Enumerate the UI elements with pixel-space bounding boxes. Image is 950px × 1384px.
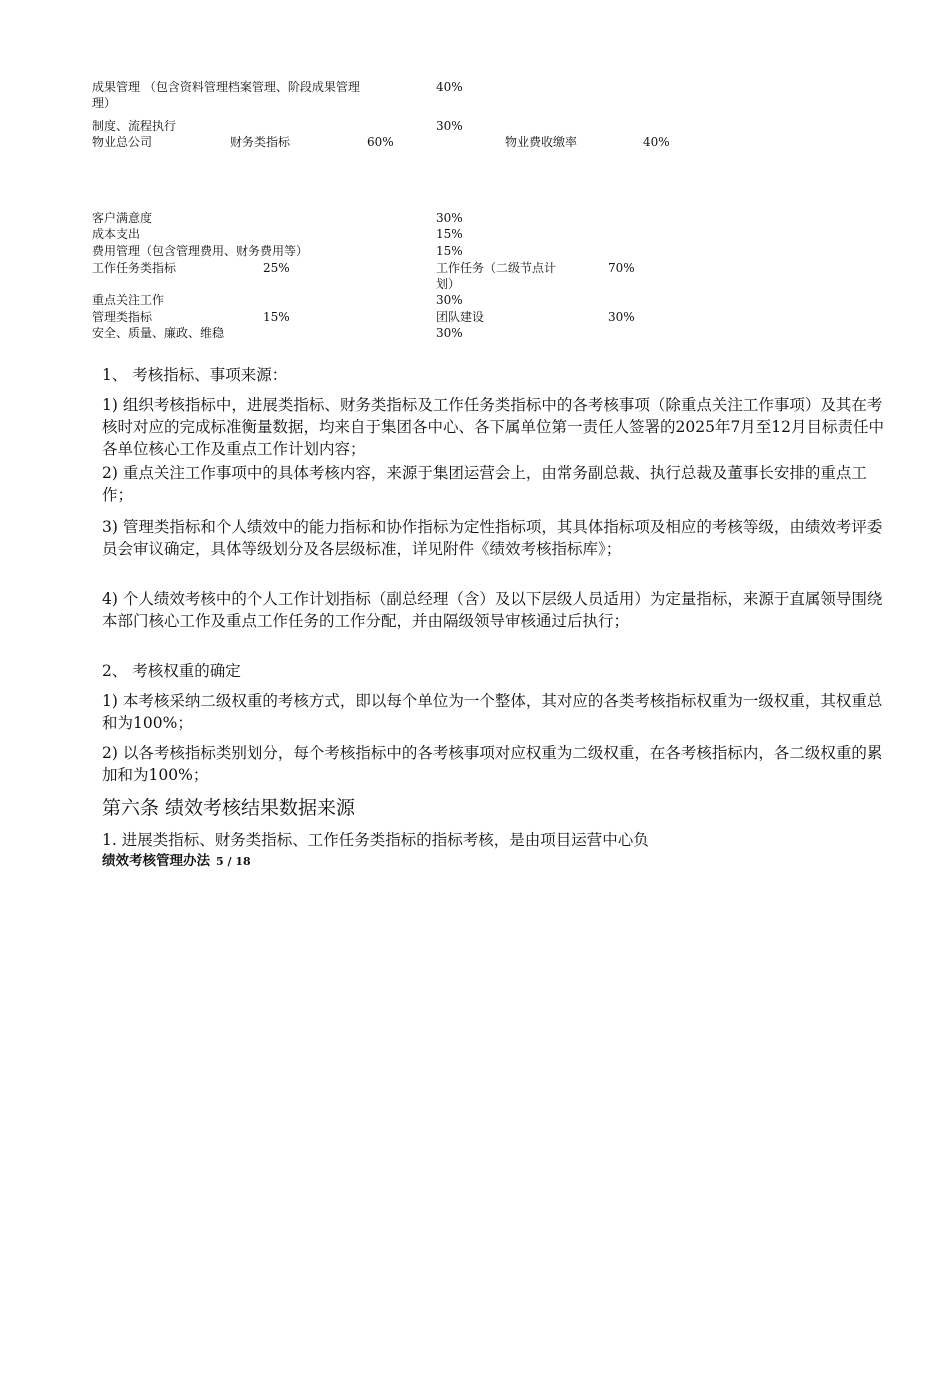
table-row-weight: 40%	[643, 135, 670, 149]
page-footer	[102, 852, 251, 871]
table-row-item: 团队建设	[436, 310, 485, 324]
table-row-weight: 70%	[608, 261, 635, 275]
section-title: 1、 考核指标、事项来源：	[102, 366, 288, 384]
table-row-weight: 15%	[436, 227, 463, 241]
table-row-weight: 30%	[436, 119, 463, 133]
table-row-weight: 30%	[608, 310, 635, 324]
table-row-weight: 40%	[436, 80, 463, 94]
table-row-item: 制度、流程执行	[92, 119, 177, 133]
table-row-item: 成本支出	[92, 227, 141, 241]
footer-title: 绩效考核管理办法	[102, 853, 210, 869]
paragraph: 3) 管理类指标和个人绩效中的能力指标和协作指标为定性指标项，其具体指标项及相应的考核等级，由绩效考评委员会审议确定，具体等级划分及各层级标准，详见附件《绩效考核指标库》；	[102, 518, 883, 558]
table-row-item-cont: 划）	[436, 277, 461, 291]
page-number: 5 / 18	[216, 855, 251, 868]
table-row-weight: 15%	[436, 244, 463, 258]
table-row-item: 重点关注工作	[92, 293, 165, 307]
table-row-unit: 物业总公司	[92, 135, 153, 149]
table-row-weight: 30%	[436, 293, 463, 307]
table-row-item: 工作任务（二级节点计	[436, 261, 557, 275]
table-row-weight: 30%	[436, 211, 463, 225]
table-row-category-weight: 60%	[367, 135, 394, 149]
table-row-item: 安全、质量、廉政、维稳	[92, 326, 225, 340]
table-row-category-weight: 15%	[263, 310, 290, 324]
section-title: 2、 考核权重的确定	[102, 662, 241, 680]
table-row-category: 工作任务类指标	[92, 261, 177, 275]
paragraph: 1. 进展类指标、财务类指标、工作任务类指标的指标考核，是由项目运营中心负	[102, 831, 649, 849]
table-row-item: 费用管理（包含管理费用、财务费用等）	[92, 244, 309, 258]
table-row-item: 物业费收缴率	[505, 135, 578, 149]
table-row-category: 财务类指标	[230, 135, 291, 149]
paragraph: 1) 组织考核指标中，进展类指标、财务类指标及工作任务类指标中的各考核事项（除重点关注工作事项）及其在考核时对应的完成标准衡量数据，均来自于集团各中心、各下属单位第一责任人签署的2025年7月至12月目标责任中各单位核心工作及重点工作计划内容；	[102, 396, 885, 458]
paragraph: 2) 重点关注工作事项中的具体考核内容，来源于集团运营会上，由常务副总裁、执行总裁及董事长安排的重点工作；	[102, 464, 867, 504]
paragraph: 2) 以各考核指标类别划分，每个考核指标中的各考核事项对应权重为二级权重，在各考核指标内，各二级权重的累加和为100%；	[102, 744, 883, 784]
article-heading: 第六条 绩效考核结果数据来源	[102, 797, 356, 819]
paragraph: 4) 个人绩效考核中的个人工作计划指标（副总经理（含）及以下层级人员适用）为定量指标，来源于直属领导围绕本部门核心工作及重点工作任务的工作分配，并由隔级领导审核通过后执行；	[102, 590, 883, 630]
table-row-category-weight: 25%	[263, 261, 290, 275]
paragraph: 1) 本考核采纳二级权重的考核方式，即以每个单位为一个整体，其对应的各类考核指标权重为一级权重，其权重总和为100%；	[102, 692, 883, 732]
table-row-item: 客户满意度	[92, 211, 153, 225]
table-row-category: 管理类指标	[92, 310, 153, 324]
table-row-item-cont: 理）	[92, 96, 117, 110]
table-row-item: 成果管理 （包含资料管理档案管理、阶段成果管理	[92, 80, 360, 94]
table-row-weight: 30%	[436, 326, 463, 340]
